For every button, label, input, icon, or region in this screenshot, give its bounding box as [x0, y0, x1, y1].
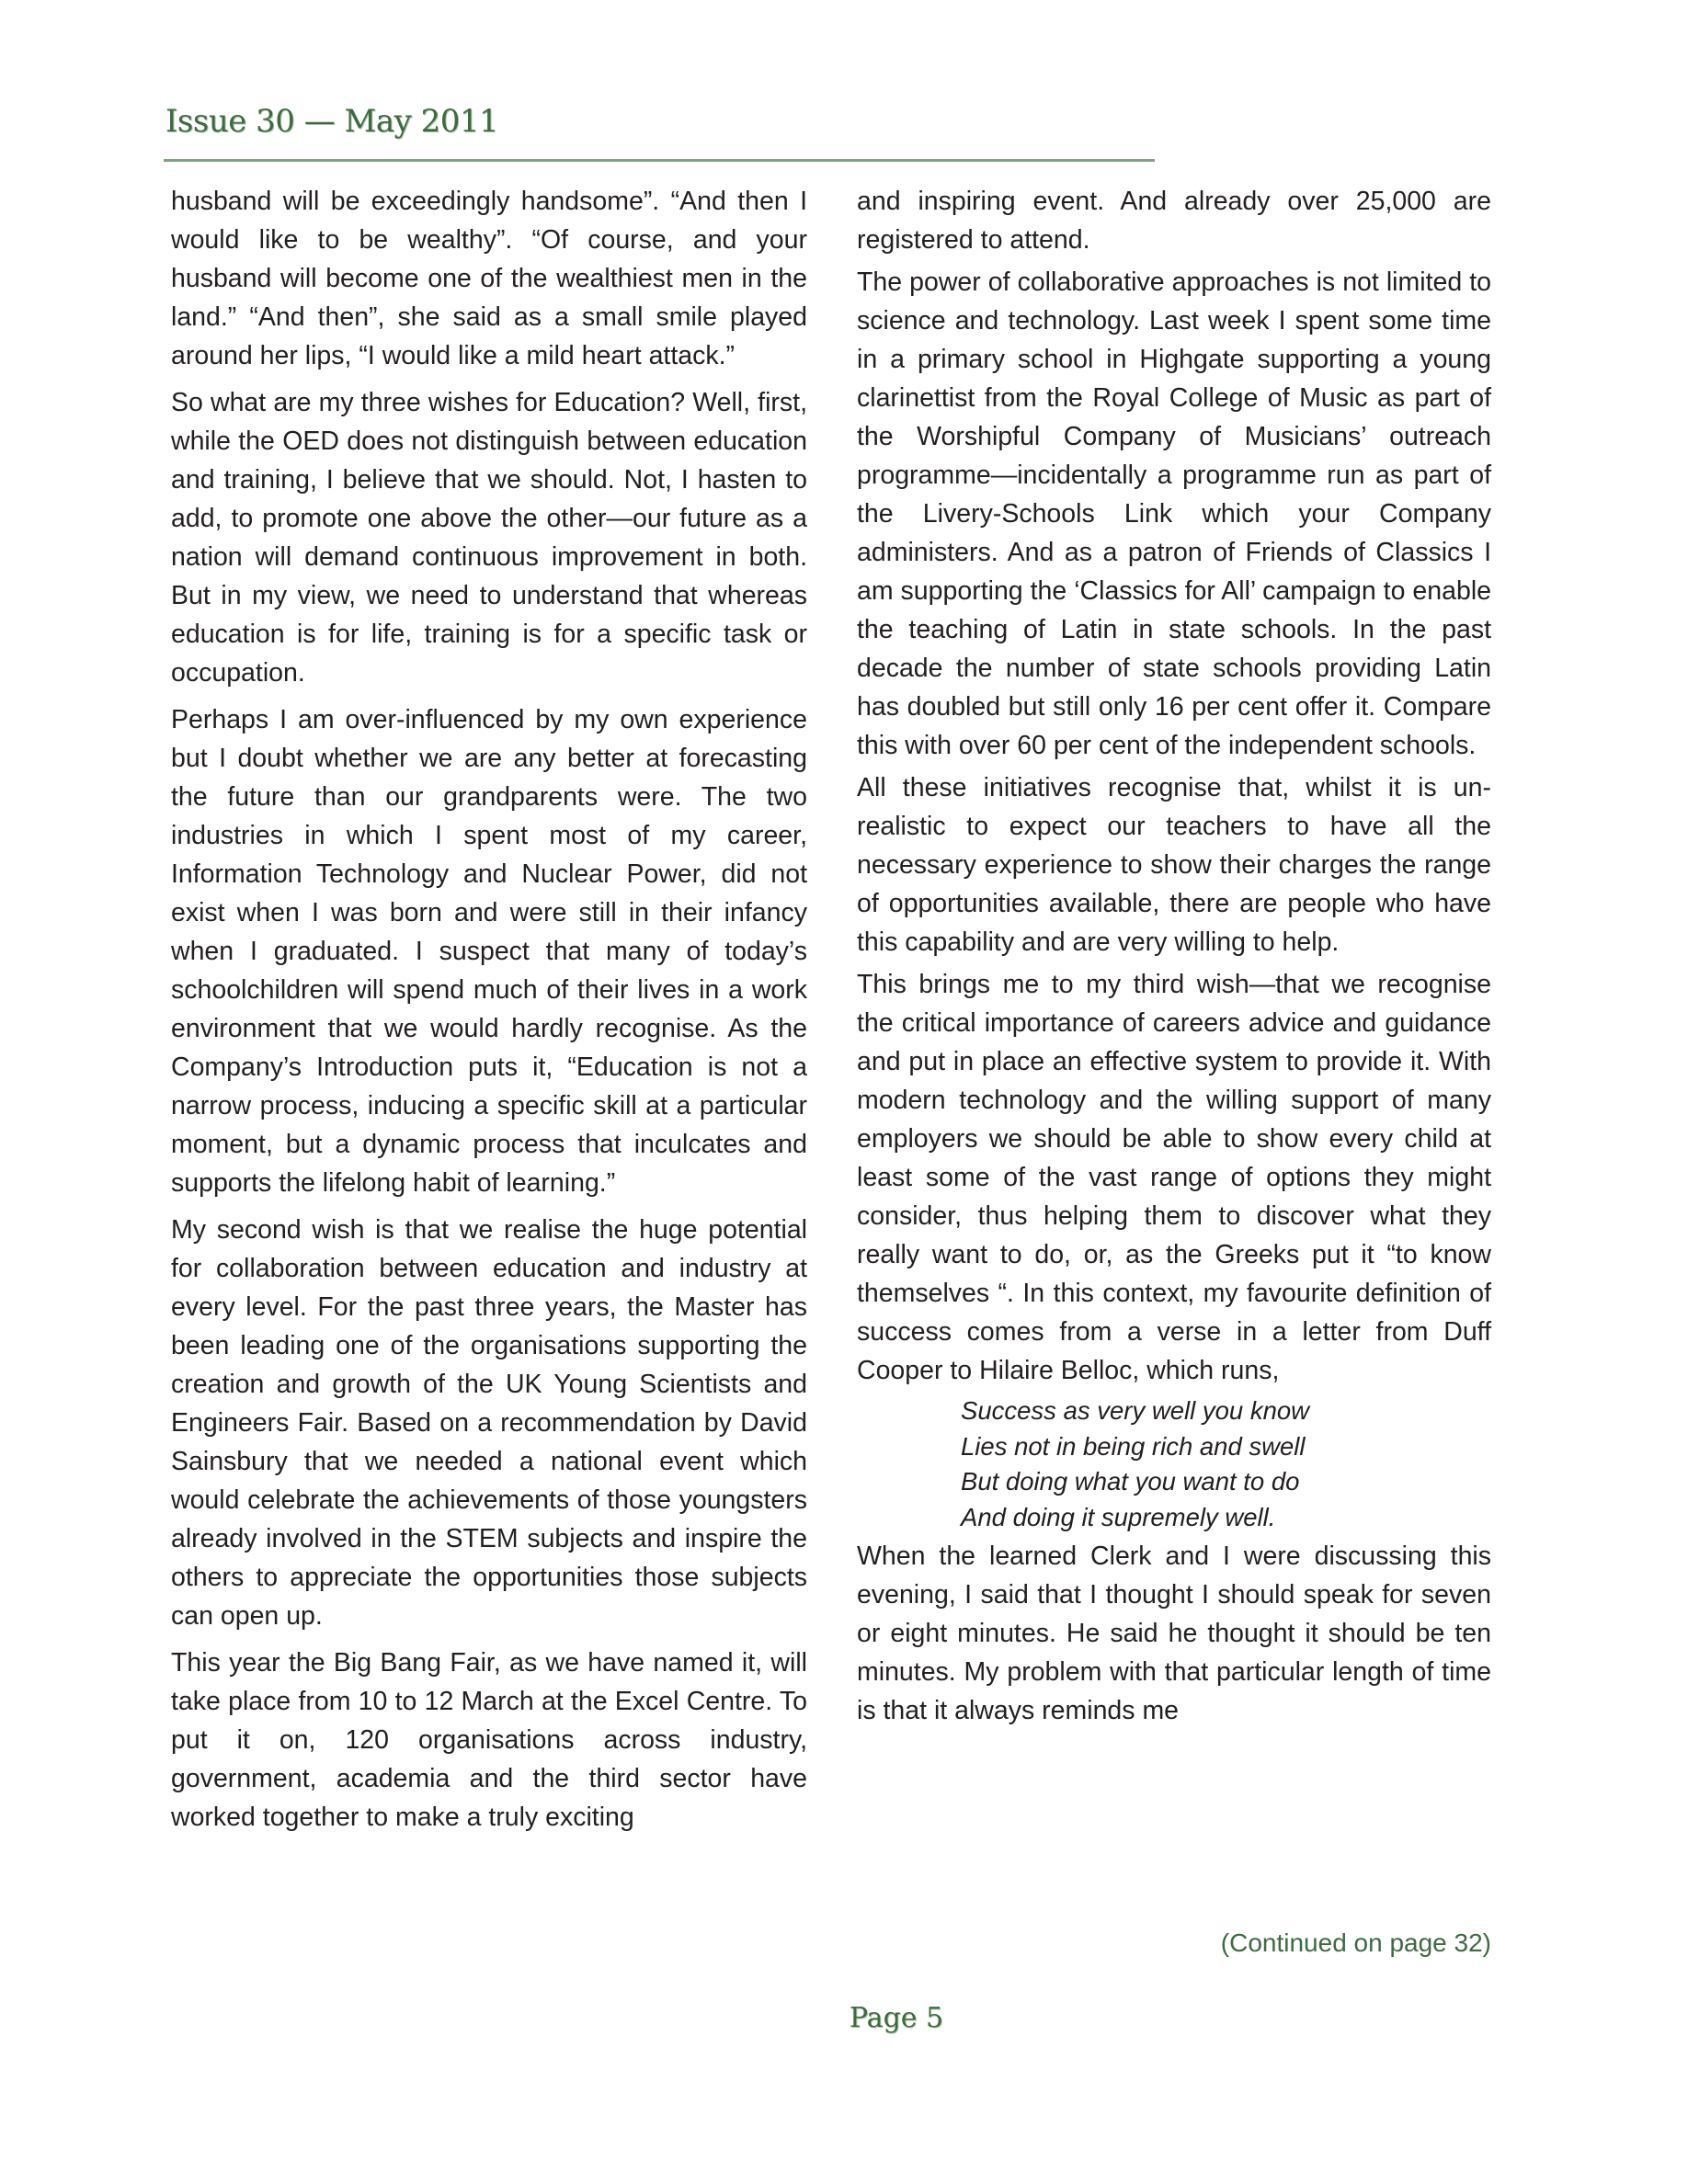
paragraph: When the learned Clerk and I were discussing this evening, I said that I thought I should speak for seven or eight minutes. He said he thought it should be ten minutes. My problem with that particular length of time is that it always reminds me	[857, 1541, 1491, 1725]
paragraph: My second wish is that we realise the huge potential for collaboration between education and industry at every level. For the past three years, the Master has been leading one of the organisations supporting the creation and growth of the UK Young Scientists and Engineers Fair. Based on a recommendation by David Sainsbury that we needed a national event which would celebrate the achievements of those youngsters already involved in the STEM subjects and inspire the others to appreciate the opportunities those subjects can open up.	[171, 1215, 807, 1631]
left-column	[171, 182, 807, 1845]
paragraph: husband will be exceedingly handsome”. “And then I would like to be wealthy”. “Of course, and your husband will become one of the wealthiest men in the land.” “And then”, she said as a small smile played around her lips, “I would like a mild heart attack.”	[171, 187, 807, 370]
continued-on-link: (Continued on page 32)	[1220, 1928, 1491, 1957]
verse-quote	[857, 1393, 1491, 1535]
paragraph: All these initiatives recognise that, whilst it is unrealistic to expect our teachers to have all the necessary experience to show their charges the range of opportunities available, there are people who have this capability and are very willing to help.	[857, 773, 1491, 957]
verse-line: Lies not in being rich and swell	[961, 1431, 1306, 1461]
verse-line: Success as very well you know	[961, 1396, 1310, 1425]
page-number: Page 5	[849, 2002, 944, 2034]
paragraph: This brings me to my third wish—that we recognise the critical importance of careers advice and guidance and put in place an effective system to provide it. With modern technology and the willing support of many employers we should be able to show every child at least some of the vast range of options they might consider, thus helping them to discover what they really want to do, or, as the Greeks put it “to know themselves “. In this context, my favourite definition of success comes from a verse in a letter from Duff Cooper to Hilaire Belloc, which runs,	[857, 970, 1491, 1385]
verse-line: And doing it supremely well.	[961, 1502, 1276, 1531]
issue-header: Issue 30 — May 2011	[165, 103, 499, 140]
verse-line: But doing what you want to do	[961, 1467, 1300, 1496]
paragraph: So what are my three wishes for Education? Well, first, while the OED does not distinguish between education and training, I believe that we should. Not, I hasten to add, to promote one above the other—our future as a nation will demand continuous improvement in both. But in my view, we need to understand that whereas education is for life, training is for a specific task or occupation.	[171, 388, 807, 688]
paragraph: This year the Big Bang Fair, as we have named it, will take place from 10 to 12 March at the Excel Centre. To put it on, 120 organisations across industry, government, academia and the third sector have worked together to make a truly exciting	[171, 1648, 807, 1832]
paragraph: The power of collaborative approaches is not limited to science and technology. Last week I spent some time in a primary school in Highgate supporting a young clarinettist from the Royal College of Music as part of the Worshipful Company of Musicians’ outreach programme—incidentally a programme run as part of the Livery-Schools Link which your Company administers. And as a patron of Friends of Classics I am supporting the ‘Classics for All’ campaign to enable the teaching of Latin in state schools. In the past decade the number of state schools providing Latin has doubled but still only 16 per cent offer it. Compare this with over 60 per cent of the independent schools.	[857, 267, 1491, 760]
paragraph: and inspiring event. And already over 25,000 are registered to attend.	[857, 187, 1491, 255]
right-column	[857, 182, 1491, 1734]
paragraph: Perhaps I am over-influenced by my own experience but I doubt whether we are any better at forecasting the future than our grandparents were. The two industries in which I spent most of my career, Information Technology and Nuclear Power, did not exist when I was born and were still in their infancy when I graduated. I suspect that many of today’s schoolchildren will spend much of their lives in a work environment that we would hardly recognise. As the Company’s Introduction puts it, “Education is not a narrow process, inducing a specific skill at a particular moment, but a dynamic process that inculcates and supports the lifelong habit of learning.”	[171, 705, 807, 1198]
header-divider	[164, 159, 1155, 162]
